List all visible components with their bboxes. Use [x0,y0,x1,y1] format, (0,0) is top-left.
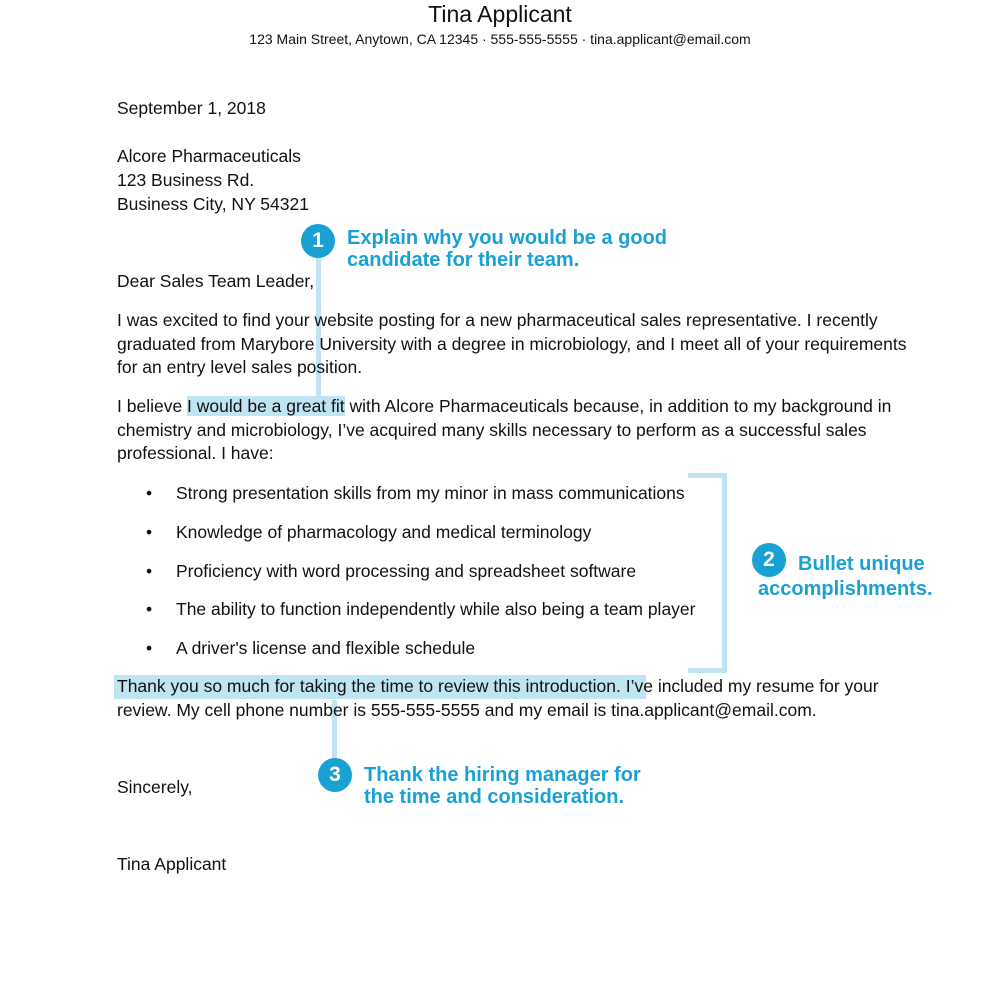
bullet-dot: • [146,560,153,581]
list-item-text: The ability to function independently while also being a team player [176,599,696,620]
paragraph-thanks-rest: I’ve included my resume for your review. My cell phone number is 555-555-5555 and my email is tina.applicant@email.com. [117,676,879,720]
list-item-text: Proficiency with word processing and spreadsheet software [176,560,637,581]
list-item-text: A driver's license and flexible schedule [176,638,476,659]
skills-list [117,480,737,674]
applicant-name: Tina Applicant [428,1,572,27]
callout-1-line-2: candidate for their team. [347,249,580,271]
list-item [117,635,737,674]
list-item [117,558,737,597]
recipient-company: Alcore Pharmaceuticals [117,146,301,166]
letter-date: September 1, 2018 [117,98,266,118]
bullet-dot: • [146,521,153,542]
paragraph-intro: I was excited to find your website posting for a new pharmaceutical sales representative. I recently graduated from Marybore University with a degree in microbiology, and I meet all of your requirements for an entry level sales position. [117,310,907,378]
callout-3-badge: 3 [318,758,352,792]
list-item [117,480,737,519]
highlight-thank-you: Thank you so much for taking the time to review this introduction. [117,676,621,696]
recipient-street: 123 Business Rd. [117,170,255,190]
highlight-great-fit: I would be a great fit [187,396,345,416]
bullet-dot: • [146,599,153,620]
callout-3-line-1: Thank the hiring manager for [364,764,641,786]
paragraph-thanks [117,675,892,722]
callout-1-badge: 1 [301,224,335,258]
list-item [117,596,737,635]
callout-2-text [758,553,933,600]
paragraph-fit [117,395,907,466]
paragraph-fit-rest: with Alcore Pharmaceuticals because, in addition to my background in chemistry and microbiology, I’ve acquired many skills necessary to perform as a successful sales professional. I have: [117,396,892,464]
contact-line: 123 Main Street, Anytown, CA 12345 · 555-555-5555 · tina.applicant@email.com [249,31,751,47]
bullet-dot: • [146,483,153,503]
closing: Sincerely, [117,777,193,797]
callout-1-line-1: Explain why you would be a good [347,227,668,249]
recipient-city: Business City, NY 54321 [117,194,309,214]
callout-2-line-1: Bullet unique [798,553,925,575]
paragraph-fit-start: I believe [117,396,188,416]
salutation: Dear Sales Team Leader, [117,271,315,291]
callout-2-line-2: accomplishments. [758,578,933,600]
list-item-text: Knowledge of pharmacology and medical terminology [176,521,592,542]
callout-1-text [347,227,667,271]
list-item-text: Strong presentation skills from my minor in mass communications [176,483,685,503]
list-item [117,519,737,558]
callout-3-line-2: the time and consideration. [364,786,625,808]
callout-3-text [364,764,641,808]
callout-2-badge: 2 [752,543,786,577]
bullet-dot: • [146,638,153,659]
signature: Tina Applicant [117,854,227,874]
